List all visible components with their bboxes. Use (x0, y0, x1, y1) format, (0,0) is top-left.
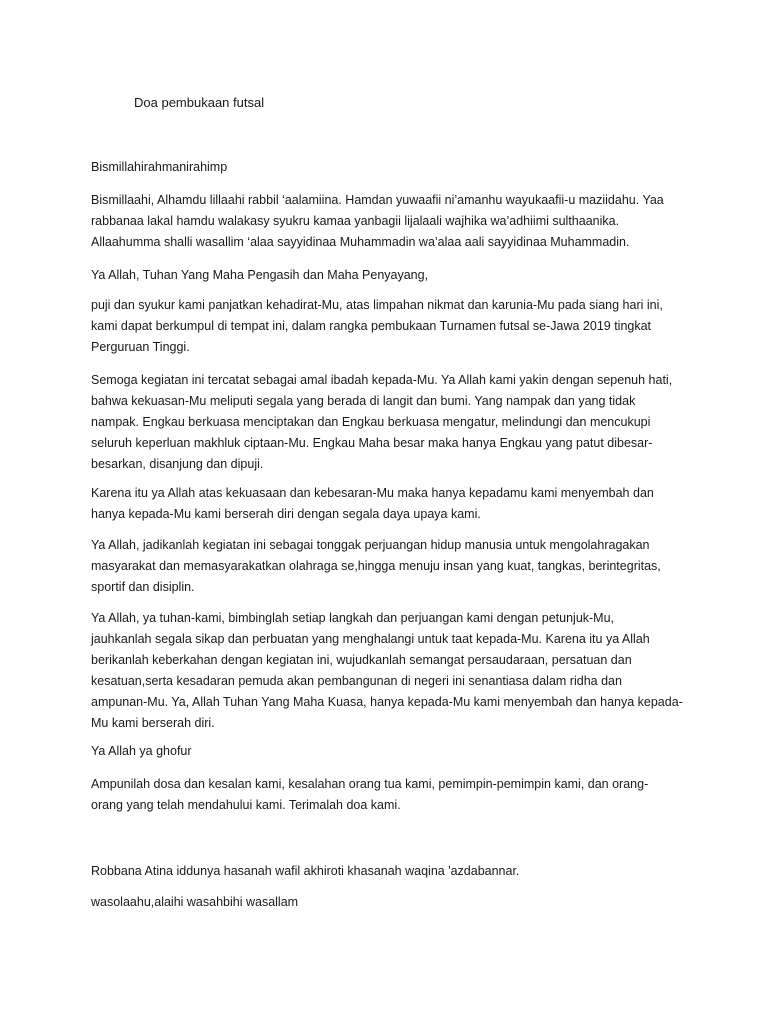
text-line: Perguruan Tinggi. (91, 340, 190, 354)
text-line: Semoga kegiatan ini tercatat sebagai amal ibadah kepada-Mu. Ya Allah kami yakin dengan sepenuh hati, (91, 373, 673, 387)
text-line: kesatuan,serta kesadaran pemuda akan pembangunan di negeri ini senantiasa dalam ridha dan (91, 674, 622, 688)
document-title: Doa pembukaan futsal (134, 95, 265, 110)
text-line: masyarakat dan memasyarakatkan olahraga se,hingga menuju insan yang kuat, tangkas, berintegritas, (91, 559, 661, 573)
text-line: kami dapat berkumpul di tempat ini, dalam rangka pembukaan Turnamen futsal se-Jawa 2019 tingkat (91, 319, 652, 333)
text-line: hanya kepada-Mu kami berserah diri dengan segala daya upaya kami. (91, 507, 481, 521)
text-line: Mu kami berserah diri. (91, 716, 215, 730)
text-line: bahwa kekuasan-Mu meliputi segala yang berada di langit dan bumi. Yang nampak dan yang tidak (91, 394, 636, 408)
text-line: berikanlah keberkahan dengan kegiatan ini, wujudkanlah semangat persaudaraan, persatuan dan (91, 653, 632, 667)
paragraph-ya-allah-ghofur (91, 741, 691, 762)
text-line: seluruh keperluan makhluk ciptaan-Mu. Engkau Maha besar maka hanya Engkau yang patut dibesar- (91, 436, 653, 450)
text-line: ampunan-Mu. Ya, Allah Tuhan Yang Maha Kuasa, hanya kepada-Mu kami menyembah dan hanya kepada- (91, 695, 683, 709)
text-line: Ya Allah, ya tuhan-kami, bimbinglah setiap langkah dan perjuangan kami dengan petunjuk-Mu, (91, 611, 615, 625)
paragraph-karena (91, 483, 691, 525)
paragraph-puji-syukur (91, 295, 691, 358)
text-line: puji dan syukur kami panjatkan kehadirat-Mu, atas limpahan nikmat dan karunia-Mu pada siang hari ini, (91, 298, 663, 312)
text-line: Ya Allah, Tuhan Yang Maha Pengasih dan Maha Penyayang, (91, 268, 429, 282)
text-line: sportif dan disiplin. (91, 580, 195, 594)
paragraph-jadikanlah (91, 535, 691, 598)
paragraph-bismillah (91, 157, 691, 178)
text-line: orang yang telah mendahului kami. Terimalah doa kami. (91, 798, 401, 812)
text-line: Ampunilah dosa dan kesalan kami, kesalahan orang tua kami, pemimpin-pemimpin kami, dan orang- (91, 777, 649, 791)
paragraph-wasolaahu (91, 892, 691, 913)
text-line: Bismillaahi, Alhamdu lillaahi rabbil ‘aalamiina. Hamdan yuwaafii ni’amanhu wayukaafii-u maziidahu. Yaa (91, 193, 664, 207)
paragraph-opening (91, 190, 691, 253)
text-line: jauhkanlah segala sikap dan perbuatan yang menghalangi untuk taat kepada-Mu. Karena itu ya Allah (91, 632, 650, 646)
text-line: rabbanaa lakal hamdu walakasy syukru kamaa yanbagii lijalaali wajhika wa’adhiimi sulthaanika. (91, 214, 620, 228)
text-line: Robbana Atina iddunya hasanah wafil akhiroti khasanah waqina 'azdabannar. (91, 864, 520, 878)
paragraph-ya-allah-pengasih (91, 265, 691, 286)
paragraph-tuhan-kami (91, 608, 691, 734)
text-line: besarkan, disanjung dan dipuji. (91, 457, 264, 471)
paragraph-semoga (91, 370, 691, 475)
text-line: Allaahumma shalli wasallim ‘alaa sayyidinaa Muhammadin wa’alaa aali sayyidinaa Muhammadin. (91, 235, 630, 249)
text-line: nampak. Engkau berkuasa menciptakan dan Engkau berkuasa mengatur, melindungi dan mencukupi (91, 415, 651, 429)
text-line: Ya Allah ya ghofur (91, 744, 192, 758)
text-line: Bismillahirahmanirahimp (91, 160, 228, 174)
text-line: Ya Allah, jadikanlah kegiatan ini sebagai tonggak perjuangan hidup manusia untuk mengolahragakan (91, 538, 650, 552)
paragraph-robbana (91, 861, 691, 882)
text-line: wasolaahu,alaihi wasahbihi wasallam (91, 895, 299, 909)
paragraph-ampunilah (91, 774, 691, 816)
text-line: Karena itu ya Allah atas kekuasaan dan kebesaran-Mu maka hanya kepadamu kami menyembah dan (91, 486, 654, 500)
